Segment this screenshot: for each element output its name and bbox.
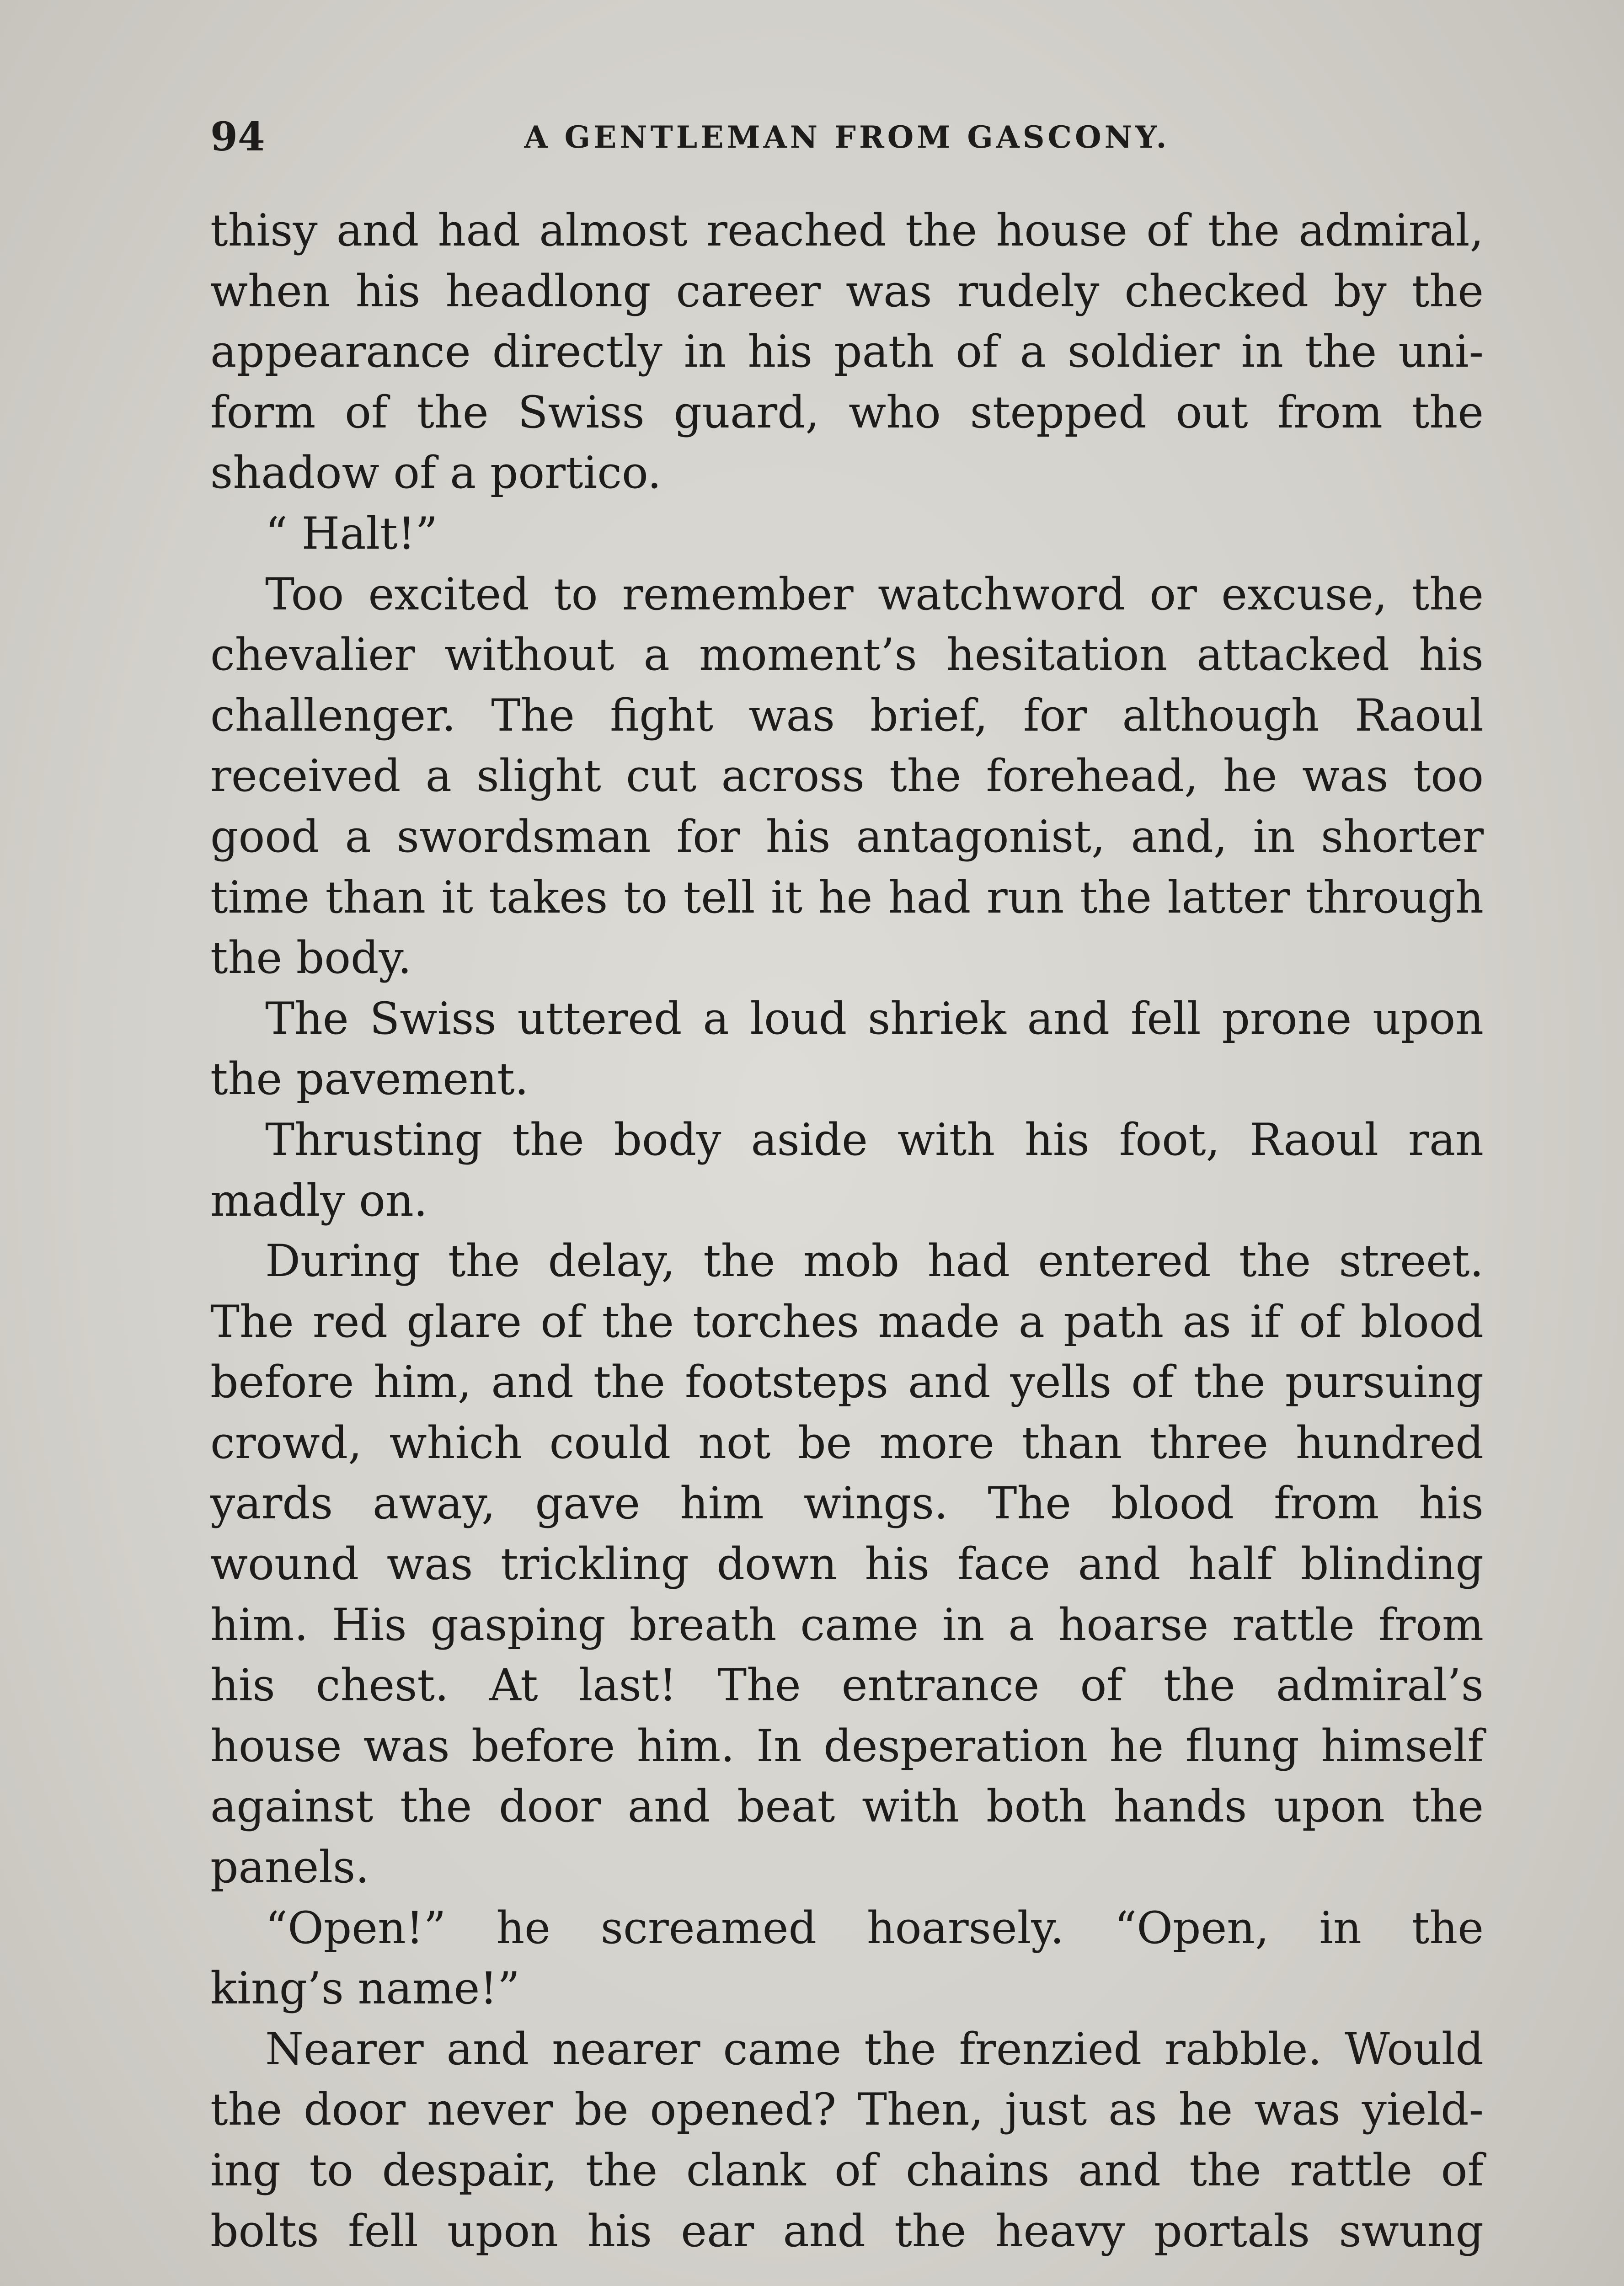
text-line: ing to despair, the clank of chains and the rattle of [210, 2145, 1484, 2196]
text-line: thisy and had almost reached the house of the admiral, [210, 205, 1484, 256]
running-title: A GENTLEMAN FROM GASCONY. [524, 119, 1170, 155]
text-line: challenger. The fight was brief, for although Raoul [210, 689, 1484, 741]
text-line: chevalier without a moment’s hesitation attacked his [210, 629, 1484, 681]
text-line: shadow of a portico. [210, 447, 662, 499]
text-line: the body. [210, 932, 412, 984]
text-line: time than it takes to tell it he had run the latter through [210, 871, 1484, 923]
text-line: his chest. At last! The entrance of the admiral’s [210, 1660, 1484, 1711]
text-line: “Open!” he screamed hoarsely. “Open, in the [265, 1902, 1484, 1954]
text-line: received a slight cut across the forehead, he was too [210, 750, 1484, 802]
text-line: the door never be opened? Then, just as he was yield- [210, 2084, 1484, 2136]
text-line: before him, and the footsteps and yells of the pursuing [210, 1357, 1484, 1408]
text-line: “ Halt!” [265, 507, 438, 559]
text-line: appearance directly in his path of a soldier in the uni- [210, 326, 1484, 378]
text-line: good a swordsman for his antagonist, and, in shorter [210, 811, 1484, 862]
text-line: Thrusting the body aside with his foot, Raoul ran [265, 1114, 1484, 1165]
text-line: panels. [210, 1842, 369, 1893]
text-line: house was before him. In desperation he flung himself [210, 1720, 1484, 1772]
text-line: crowd, which could not be more than three hundred [210, 1417, 1484, 1469]
text-line: when his headlong career was rudely checked by the [210, 265, 1484, 317]
text-line: form of the Swiss guard, who stepped out from the [210, 386, 1484, 438]
text-line: yards away, gave him wings. The blood from his [210, 1478, 1484, 1529]
text-line: Too excited to remember watchword or excuse, the [265, 568, 1484, 620]
text-line: During the delay, the mob had entered the street. [265, 1235, 1484, 1287]
body-text [210, 200, 1484, 2261]
text-line: him. His gasping breath came in a hoarse rattle from [210, 1599, 1484, 1650]
text-line: bolts fell upon his ear and the heavy portals swung [210, 2205, 1484, 2257]
text-line: king’s name!” [210, 1963, 520, 2014]
text-line: Nearer and nearer came the frenzied rabble. Would [265, 2023, 1484, 2075]
page-number: 94 [210, 114, 265, 160]
text-line: wound was trickling down his face and half blinding [210, 1538, 1484, 1590]
text-line: The red glare of the torches made a path as if of blood [210, 1296, 1484, 1347]
text-line: madly on. [210, 1175, 428, 1226]
text-line: against the door and beat with both hands upon the [210, 1781, 1484, 1832]
text-line: The Swiss uttered a loud shriek and fell prone upon [265, 993, 1484, 1044]
running-head [210, 114, 1484, 160]
text-line: the pavement. [210, 1053, 529, 1105]
